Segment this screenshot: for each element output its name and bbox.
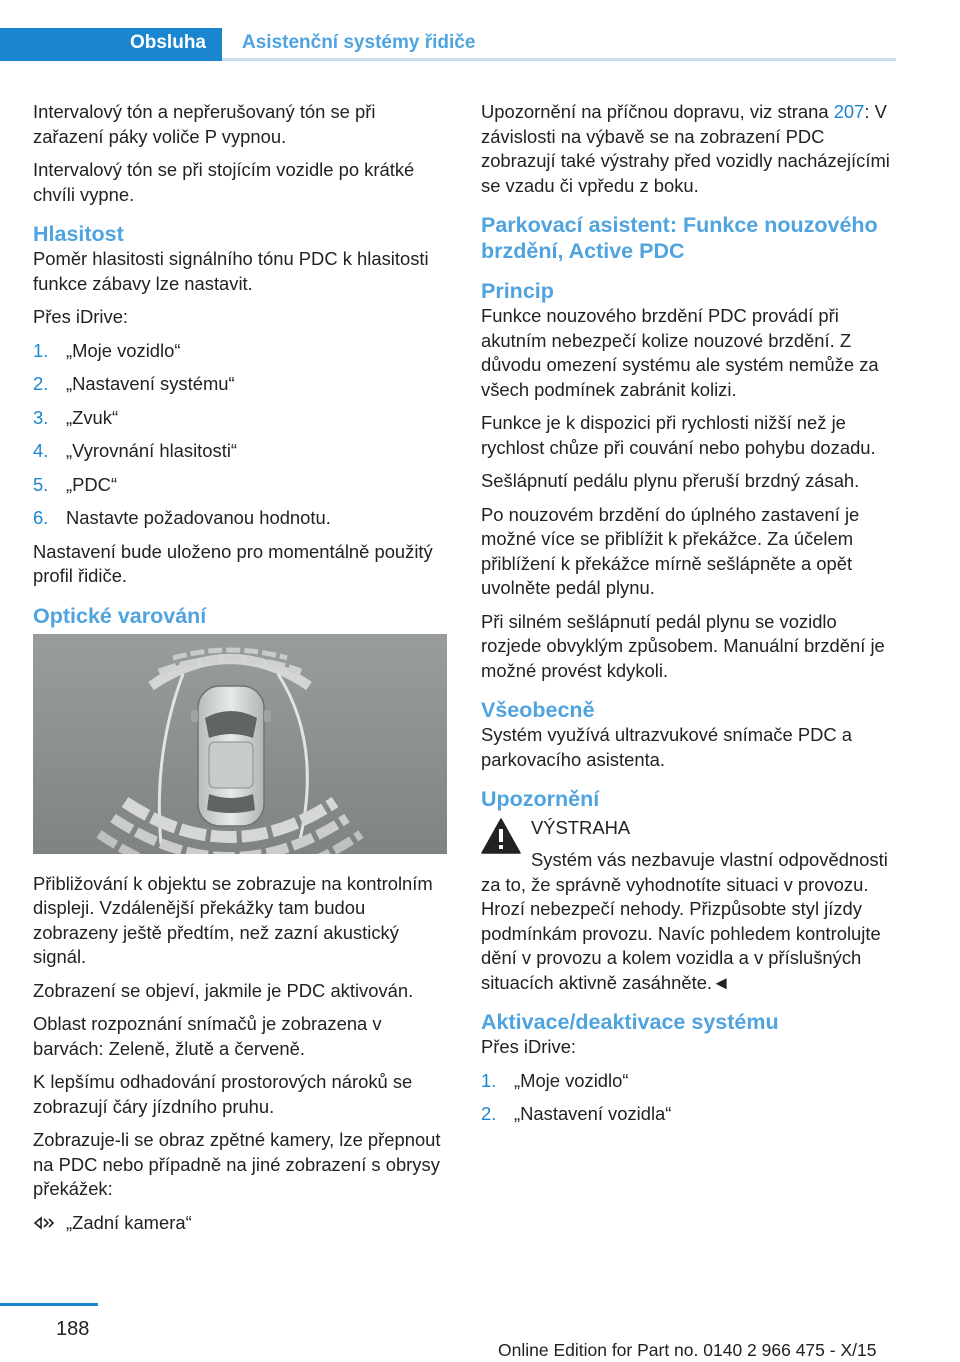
paragraph: Sešlápnutí pedálu plynu přeruší brzdný zásah.	[481, 470, 860, 491]
right-column	[481, 100, 897, 1136]
steps-list	[481, 1069, 897, 1127]
heading-parking-assistant: Parkovací asistent: Funkce nouzového brzdění, Active PDC	[481, 213, 878, 263]
section-tab: Asistenční systémy řidiče	[242, 32, 476, 53]
step-text: „Zvuk“	[66, 406, 119, 428]
heading-optical-warning: Optické varování	[33, 603, 207, 628]
rear-camera-icon	[33, 1214, 55, 1232]
heading-volume: Hlasitost	[33, 222, 124, 246]
paragraph: Intervalový tón se při stojícím vozidle po krátké chvíli vypne.	[33, 159, 415, 205]
rear-camera-label: „Zadní kamera“	[66, 1211, 192, 1233]
footer-divider	[0, 1303, 98, 1306]
pdc-car-illustration	[33, 634, 447, 854]
list-item	[481, 1102, 897, 1127]
paragraph: Systém využívá ultrazvukové snímače PDC a parkovacího asistenta.	[481, 724, 853, 770]
running-header	[0, 28, 896, 61]
warning-text: Systém vás nezbavuje vlastní odpovědnosti za to, že správně vyhodnotíte situaci v provozu. Hrozí nebezpečí nehody. Přizpůsobte styl jízdy podmínkám provozu. Navíc pohledem kontrolujte dění v provozu a kolem vozidla a v příslušných situacích aktivně zasáhněte.◄	[481, 849, 888, 993]
steps-list	[33, 339, 449, 531]
step-number: 1.	[481, 1069, 497, 1091]
step-text: „Vyrovnání hlasitosti“	[66, 440, 238, 461]
list-item	[481, 1069, 897, 1094]
step-number: 1.	[33, 339, 49, 361]
paragraph: Oblast rozpoznání snímačů je zobrazena v barvách: Zeleně, žlutě a červeně.	[33, 1013, 382, 1059]
step-text: „PDC“	[66, 473, 118, 495]
heading-notice: Upozornění	[481, 787, 600, 811]
warning-triangle-icon	[481, 818, 521, 854]
step-number: 2.	[481, 1103, 497, 1124]
paragraph: Intervalový tón a nepřerušovaný tón se při zařazení páky voliče P vypnou.	[33, 101, 376, 147]
step-text: „Nastavení systému“	[66, 373, 235, 394]
step-number: 6.	[33, 507, 49, 528]
left-column	[33, 100, 449, 1235]
heading-principle: Princip	[481, 279, 554, 303]
step-text: „Nastavení vozidla“	[514, 1103, 672, 1124]
paragraph: Přes iDrive:	[33, 306, 129, 327]
chapter-tab: Obsluha	[0, 28, 222, 58]
edition-note: Online Edition for Part no. 0140 2 966 475 - X/15	[498, 1340, 877, 1360]
page-number: 188	[56, 1318, 90, 1340]
header-divider-active	[0, 58, 222, 61]
paragraph-text: Upozornění na příčnou dopravu, viz strana	[481, 101, 834, 122]
paragraph: Přes iDrive:	[481, 1036, 577, 1057]
warning-box	[481, 816, 897, 995]
rear-camera-option	[33, 1211, 449, 1236]
step-number: 4.	[33, 440, 49, 461]
list-item	[33, 406, 449, 431]
paragraph	[481, 100, 897, 198]
step-number: 2.	[33, 373, 49, 394]
paragraph: K lepšímu odhadování prostorových nároků se zobrazují čáry jízdního pruhu.	[33, 1071, 413, 1117]
paragraph-text: : V závislosti na výbavě se na zobrazení PDC zobrazují také výstrahy před vozidly nacházejícími se vzadu či vpředu z boku.	[481, 101, 890, 196]
heading-general: Všeobecně	[481, 698, 595, 722]
list-item	[33, 339, 449, 364]
heading-activation: Aktivace/deaktivace systému	[481, 1010, 779, 1034]
warning-title: VÝSTRAHA	[531, 817, 631, 838]
step-number: 5.	[33, 473, 49, 495]
paragraph: Při silném sešlápnutí pedál plynu se vozidlo rozjede obvyklým způsobem. Manuální brzdění je možné provést kdykoli.	[481, 610, 885, 681]
paragraph: Funkce je k dispozici při rychlosti nižší než je rychlost chůze při couvání nebo pohybu dozadu.	[481, 412, 876, 458]
paragraph: Zobrazení se objeví, jakmile je PDC aktivován.	[33, 979, 414, 1001]
step-text: „Moje vozidlo“	[514, 1069, 629, 1091]
paragraph: Zobrazuje-li se obraz zpětné kamery, lze přepnout na PDC nebo případně na jiné zobrazení s obrysy překážek:	[33, 1129, 441, 1199]
step-text: „Moje vozidlo“	[66, 339, 181, 361]
list-item	[33, 372, 449, 397]
paragraph: Po nouzovém brzdění do úplného zastavení je možné více se přiblížit k překážce. Za účelem přiblížení k překážce mírně sešlápněte a opět uvolněte pedál plynu.	[481, 503, 860, 598]
pdc-display-image	[33, 634, 447, 854]
paragraph: Funkce nouzového brzdění PDC provádí při akutním nebezpečí kolize nouzové brzdění. Z důvodu omezení systému ale systém nemůže za všech podmínek zabránit kolizi.	[481, 305, 879, 400]
paragraph: Nastavení bude uloženo pro momentálně použitý profil řidiče.	[33, 540, 433, 586]
list-item	[33, 439, 449, 464]
list-item	[33, 506, 449, 531]
step-text: Nastavte požadovanou hodnotu.	[66, 507, 331, 528]
list-item	[33, 473, 449, 498]
step-number: 3.	[33, 406, 49, 428]
page-reference-link[interactable]: 207	[833, 101, 865, 122]
paragraph: Přibližování k objektu se zobrazuje na kontrolním displeji. Vzdálenější překážky tam budou zobrazeny ještě předtím, než zazní akustický signál.	[33, 872, 433, 967]
paragraph: Poměr hlasitosti signálního tónu PDC k hlasitosti funkce zábavy lze nastavit.	[33, 248, 429, 294]
